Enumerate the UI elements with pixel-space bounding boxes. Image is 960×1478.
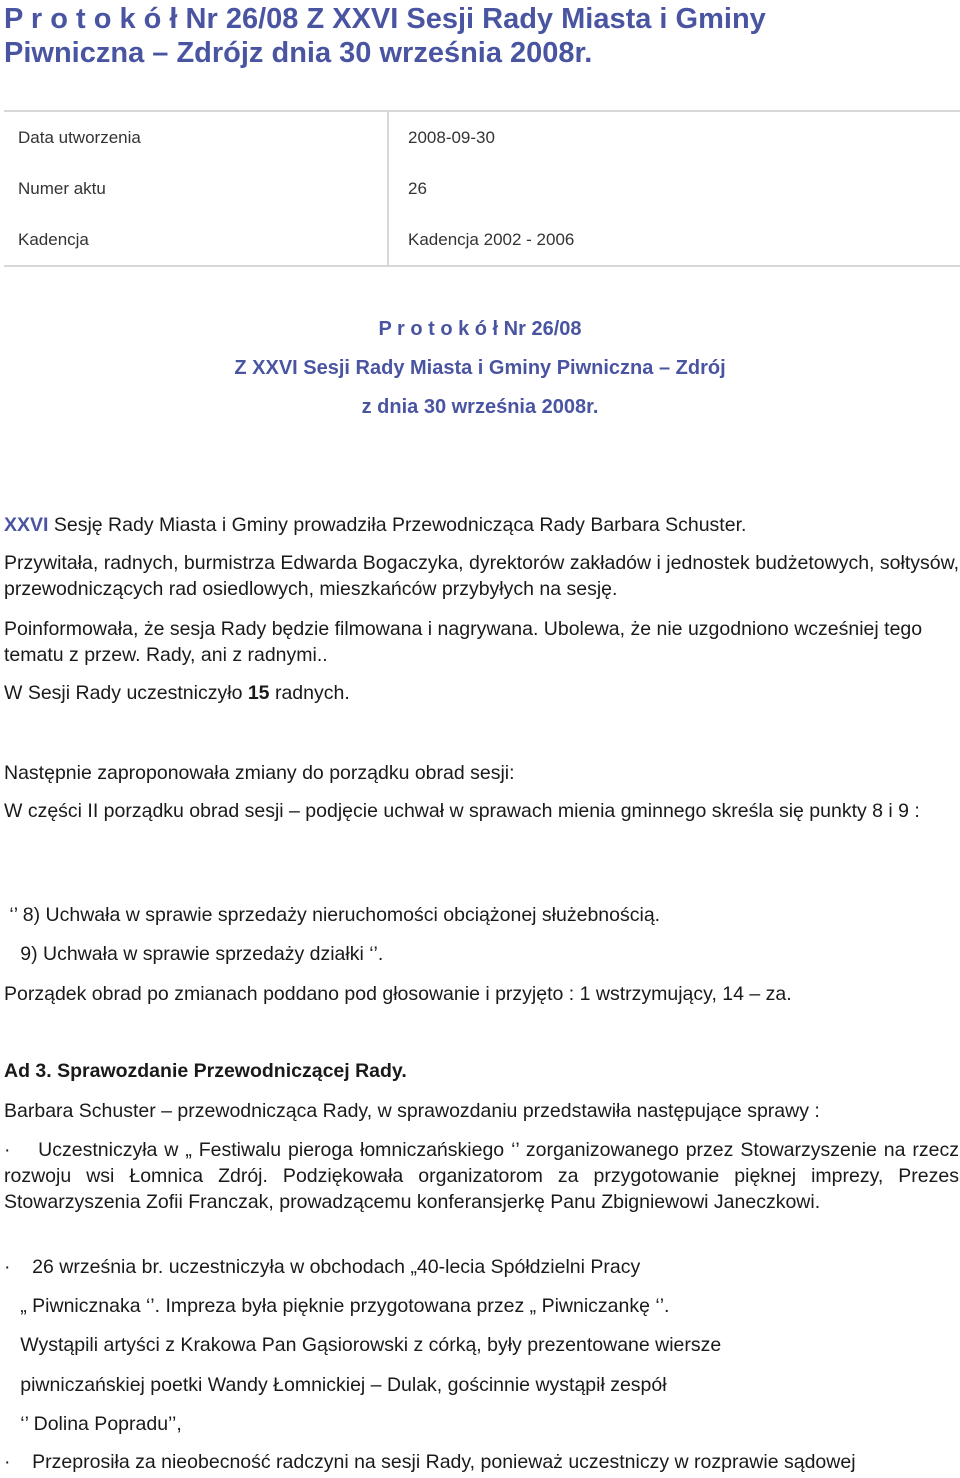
metadata-value: 2008-09-30 — [408, 128, 495, 147]
metadata-row-number — [4, 163, 960, 214]
metadata-row-term — [4, 214, 960, 265]
paragraph-agenda-removal: W części II porządku obrad sesji – podjęcie uchwał w sprawach mienia gminnego skreśla się punkty 8 i 9 : — [4, 800, 920, 822]
metadata-table — [4, 110, 960, 267]
paragraph-report-intro: Barbara Schuster – przewodnicząca Rady, w sprawozdaniu przedstawiła następujące sprawy : — [4, 1100, 820, 1122]
paragraph-ensemble: ‘’ Dolina Popradu’’, — [4, 1413, 182, 1435]
paragraph-attendance — [4, 680, 959, 706]
page-title — [4, 2, 954, 70]
paragraph-recording: Poinformowała, że sesja Rady będzie filmowana i nagrywana. Ubolewa, że nie uzgodniono wcześniej tego tematu z przew. Rady, ani z radnymi.. — [4, 618, 923, 666]
paragraph-agenda-changes: Następnie zaproponowała zmiany do porządku obrad sesji: — [4, 762, 515, 784]
page-title-line-2: Piwniczna – Zdrójz dnia 30 września 2008r. — [4, 37, 593, 69]
attendance-count: 15 — [247, 682, 270, 704]
paragraph-anniversary-cont: „ Piwnicznaka ‘’. Impreza była pięknie przygotowana przez „ Piwniczankę ‘’. — [4, 1295, 670, 1317]
metadata-row-date — [4, 112, 960, 163]
paragraph-vote: Porządek obrad po zmianach poddano pod głosowanie i przyjęto : 1 wstrzymujący, 14 – za. — [4, 983, 792, 1005]
paragraph-artists: Wystąpili artyści z Krakowa Pan Gąsiorowski z córką, były prezentowane wiersze — [4, 1334, 722, 1356]
paragraph-greetings: Przywitała, radnych, burmistrza Edwarda Bogaczyka, dyrektorów zakładów i jednostek budżetowych, sołtysów, przewodniczących rad osiedlowych, mieszkańców przybyłych na sesję. — [4, 552, 959, 600]
paragraph-text: radnych. — [269, 682, 350, 704]
session-number: XXVI — [4, 514, 49, 536]
paragraph-text: W Sesji Rady uczestniczyło — [4, 682, 248, 704]
protocol-heading-line-3: z dnia 30 września 2008r. — [361, 396, 599, 418]
paragraph-session-chair — [4, 512, 959, 538]
protocol-heading-line-1: P r o t o k ó ł Nr 26/08 — [378, 318, 582, 340]
metadata-value: 26 — [408, 179, 427, 198]
page-title-line-1: P r o t o k ó ł Nr 26/08 Z XXVI Sesji Rady Miasta i Gminy — [4, 3, 766, 35]
agenda-item-9: 9) Uchwała w sprawie sprzedaży działki ‘’. — [4, 943, 384, 965]
paragraph-poet: piwniczańskiej poetki Wandy Łomnickiej – Dulak, gościnnie wystąpił zespół — [4, 1374, 667, 1396]
list-item-festival: · Uczestniczyła w „ Festiwalu pieroga łomniczańskiego ‘’ zorganizowanego przez Stowarzyszenie na rzecz rozwoju wsi Łomnica Zdrój. Podziękowała organizatorom za przygotowanie pięknej imprezy, Prezes Stowarzyszenia Zofii Franczak, prowadzącemu konferansjerkę Panu Zbigniewowi Janeczkowi. — [4, 1139, 959, 1213]
protocol-heading-line-2: Z XXVI Sesji Rady Miasta i Gminy Piwniczna – Zdrój — [234, 357, 726, 379]
metadata-key: Kadencja — [18, 230, 89, 249]
section-heading-ad3: Ad 3. Sprawozdanie Przewodniczącej Rady. — [4, 1060, 407, 1082]
agenda-item-8: ‘’ 8) Uchwała w sprawie sprzedaży nieruchomości obciążonej służebnością. — [4, 904, 661, 926]
list-item-anniversary: · 26 września br. uczestniczyła w obchodach „40-lecia Spółdzielni Pracy — [4, 1256, 641, 1278]
metadata-value: Kadencja 2002 - 2006 — [408, 230, 575, 249]
metadata-key: Numer aktu — [18, 179, 106, 198]
list-item-apology: · Przeprosiła za nieobecność radczyni na sesji Rady, ponieważ uczestniczy w rozprawie sądowej — [4, 1451, 856, 1473]
metadata-key: Data utworzenia — [18, 128, 141, 147]
paragraph-text: Sesję Rady Miasta i Gminy prowadziła Przewodnicząca Rady Barbara Schuster. — [48, 514, 747, 536]
